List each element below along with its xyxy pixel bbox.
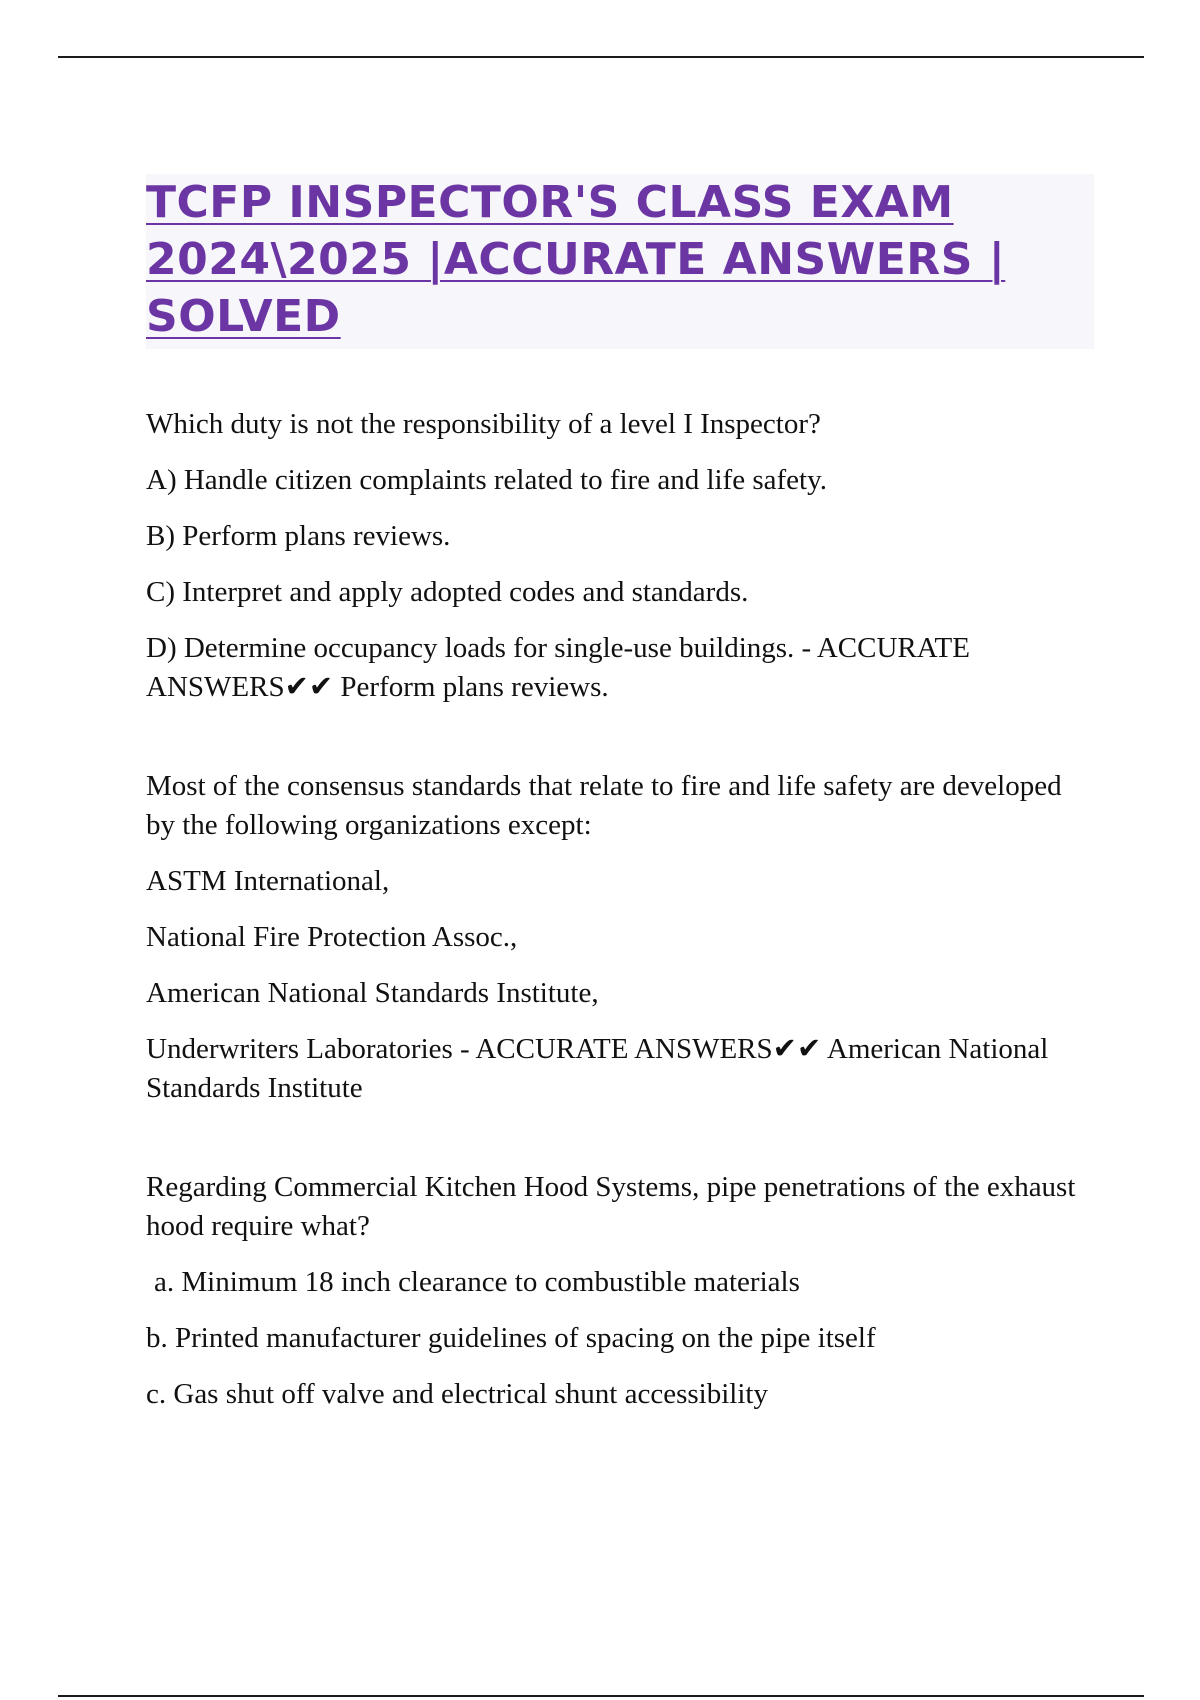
- option-a: a. Minimum 18 inch clearance to combustible materials: [154, 1266, 800, 1298]
- top-rule: [58, 56, 1144, 58]
- question-block-2: [146, 767, 1094, 1108]
- question-text: Which duty is not the responsibility of a level I Inspector?: [146, 408, 821, 440]
- option-a: A) Handle citizen complaints related to fire and life safety.: [146, 464, 827, 496]
- option-b: b. Printed manufacturer guidelines of spacing on the pipe itself: [146, 1322, 876, 1354]
- option-3: American National Standards Institute,: [146, 977, 599, 1009]
- option-d-with-answer: D) Determine occupancy loads for single-use buildings. - ACCURATE ANSWERS✔✔ Perform plans reviews.: [146, 632, 970, 703]
- question-text: Most of the consensus standards that relate to fire and life safety are developed by the following organizations except:: [146, 770, 1062, 841]
- option-b: B) Perform plans reviews.: [146, 520, 451, 552]
- option-c: C) Interpret and apply adopted codes and standards.: [146, 576, 749, 608]
- question-block-1: [146, 405, 1094, 707]
- option-4-with-answer: Underwriters Laboratories - ACCURATE ANSWERS✔✔ American National Standards Institute: [146, 1033, 1049, 1104]
- option-2: National Fire Protection Assoc.,: [146, 921, 518, 953]
- question-text: Regarding Commercial Kitchen Hood Systems, pipe penetrations of the exhaust hood require what?: [146, 1171, 1076, 1242]
- document-body: [146, 174, 1094, 1431]
- bottom-rule: [58, 1695, 1144, 1697]
- document-title: TCFP INSPECTOR'S CLASS EXAM 2024\2025 |ACCURATE ANSWERS | SOLVED: [146, 177, 1006, 342]
- option-c: c. Gas shut off valve and electrical shunt accessibility: [146, 1378, 768, 1410]
- title-block: [146, 174, 1094, 349]
- question-block-3: [146, 1168, 1094, 1414]
- option-1: ASTM International,: [146, 865, 390, 897]
